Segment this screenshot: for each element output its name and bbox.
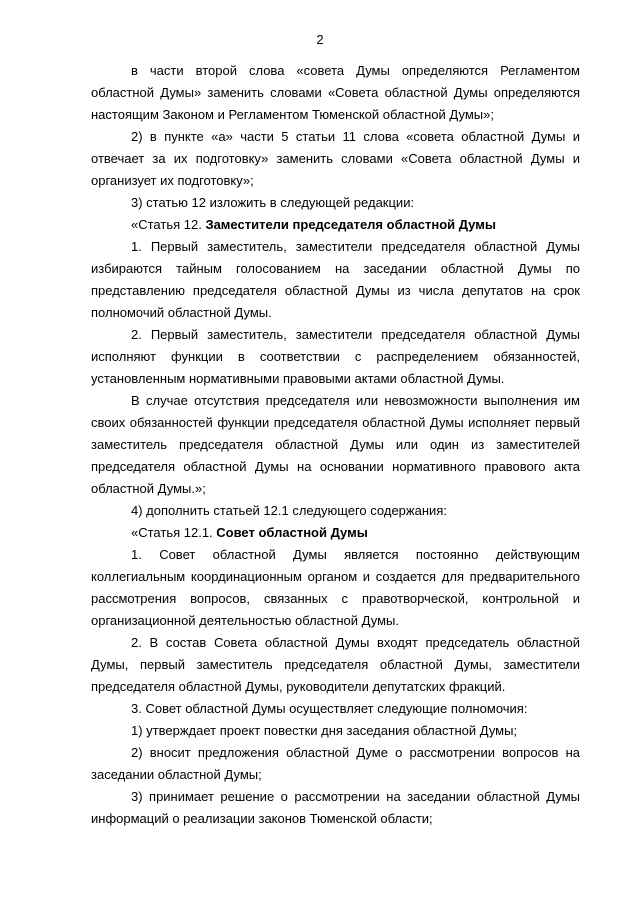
article-heading-prefix: «Статья 12. — [131, 217, 206, 232]
article-heading — [91, 522, 580, 544]
paragraph: в части второй слова «совета Думы определяются Регламентом областной Думы» заменить словами «Совета областной Думы определяются настоящим Законом и Регламентом Тюменской областной Думы»; — [91, 63, 580, 122]
document-body — [91, 60, 580, 830]
page-number: 2 — [316, 32, 324, 47]
paragraph: В случае отсутствия председателя или невозможности выполнения им своих обязанностей функции председателя областной Думы исполняет первый заместитель председателя областной Думы или один из заместителей председателя областной Думы на основании нормативного правового акта областной Думы.»; — [91, 393, 580, 496]
paragraph: 2. В состав Совета областной Думы входят председатель областной Думы, первый заместитель председателя областной Думы, заместители председателя областной Думы, руководители депутатских фракций. — [91, 635, 580, 694]
paragraph: 1. Совет областной Думы является постоянно действующим коллегиальным координационным органом и создается для предварительного рассмотрения вопросов, связанных с правотворческой, контрольной и организационной деятельностью областной Думы. — [91, 547, 580, 628]
article-heading-prefix: «Статья 12.1. — [131, 525, 217, 540]
article-heading-title: Заместители председателя областной Думы — [205, 217, 496, 232]
article-heading-title: Совет областной Думы — [216, 525, 368, 540]
paragraph: 2) вносит предложения областной Думе о рассмотрении вопросов на заседании областной Думы; — [91, 745, 580, 782]
paragraph: 3. Совет областной Думы осуществляет следующие полномочия: — [131, 701, 528, 716]
article-heading — [91, 214, 580, 236]
paragraph: 1. Первый заместитель, заместители председателя областной Думы избираются тайным голосованием на заседании областной Думы по представлению председателя областной Думы из числа депутатов на срок полномочий областной Думы. — [91, 239, 580, 320]
paragraph: 1) утверждает проект повестки дня заседания областной Думы; — [131, 723, 518, 738]
paragraph: 3) принимает решение о рассмотрении на заседании областной Думы информаций о реализации законов Тюменской области; — [91, 789, 580, 826]
paragraph: 3) статью 12 изложить в следующей редакции: — [131, 195, 415, 210]
paragraph: 4) дополнить статьей 12.1 следующего содержания: — [131, 503, 447, 518]
paragraph: 2) в пункте «а» части 5 статьи 11 слова «совета областной Думы и отвечает за их подготовку» заменить словами «Совета областной Думы и организует их подготовку»; — [91, 129, 580, 188]
paragraph: 2. Первый заместитель, заместители председателя областной Думы исполняют функции в соответствии с распределением обязанностей, установленным нормативными правовыми актами областной Думы. — [91, 327, 580, 386]
